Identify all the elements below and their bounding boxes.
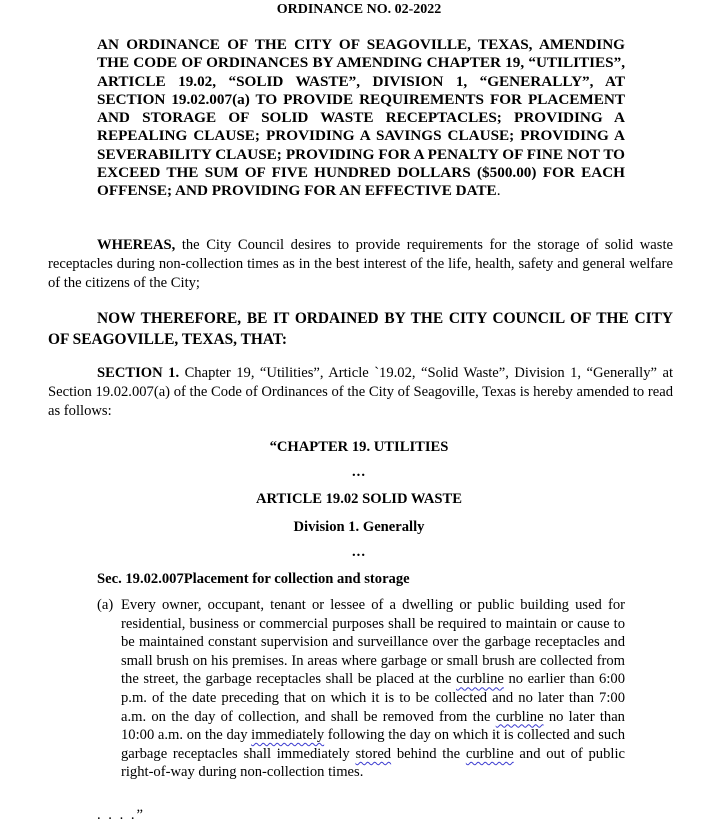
ordinance-caption xyxy=(97,36,625,201)
subsection-a-text-3: no later than 10:00 a.m. on the day xyxy=(121,708,625,744)
subsection-a-text-1: Every owner, occupant, tenant or lessee of a dwelling or public building used for residential, business or commercial purposes shall be required to maintain or cause to be maintained constant supervision and surveillance over the garbage receptacles and small brush on his premises. In areas where garbage or small brush are collected from the street, the garbage receptacles shall be placed at the xyxy=(121,597,625,688)
section-1-paragraph xyxy=(48,364,673,420)
section-heading: Sec. 19.02.007Placement for collection and storage xyxy=(97,571,410,587)
chapter-heading: “CHAPTER 19. UTILITIES xyxy=(269,439,449,455)
subsection-a-text-6: and out of public right-of-way during non-collection times. xyxy=(121,745,625,781)
ordinance-number-heading: ORDINANCE NO. 02-2022 xyxy=(276,2,442,17)
spellcheck-curbline-1: curbline xyxy=(456,671,504,688)
whereas-lead: WHEREAS, xyxy=(97,237,176,253)
subsection-a-text-2: no earlier than 6:00 p.m. of the date preceding that on which it is to be collected and no later than 7:00 a.m. on the day of collection, and shall be removed from the xyxy=(121,671,625,725)
whereas-text: the City Council desires to provide requirements for the storage of solid waste receptacles during non-collection times as in the best interest of the life, health, safety and general welfare of the citizens of the City; xyxy=(48,237,673,291)
subsection-a-text-4: following the day on which it is collected and such garbage receptacles shall immediately xyxy=(121,727,625,762)
ellipsis-separator-2: ... xyxy=(352,544,366,560)
subsection-a-body xyxy=(121,596,625,782)
whereas-paragraph xyxy=(48,236,673,292)
spellcheck-stored: stored xyxy=(355,745,392,762)
section-1-lead: SECTION 1. xyxy=(97,365,180,381)
closing-ellipsis: . . . .” xyxy=(97,807,146,823)
subsection-a xyxy=(97,596,625,782)
spellcheck-immediately: immediately xyxy=(251,727,325,744)
article-heading: ARTICLE 19.02 SOLID WASTE xyxy=(255,491,463,507)
subsection-a-marker: (a) xyxy=(97,597,114,613)
caption-text: AN ORDINANCE OF THE CITY OF SEAGOVILLE, TEXAS, AMENDING THE CODE OF ORDINANCES BY AMENDING CHAPTER 19, “UTILITIES”, ARTICLE 19.02, “SOLID WASTE”, DIVISION 1, “GENERALLY”, AT SECTION 19.02.007(a) TO PROVIDE REQUIREMENTS FOR PLACEMENT AND STORAGE OF SOLID WASTE RECEPTACLES; PROVIDING A REPEALING CLAUSE; PROVIDING A SAVINGS CLAUSE; PROVIDING A SEVERABILITY CLAUSE; PROVIDING FOR A PENALTY OF FINE NOT TO EXCEED THE SUM OF FIVE HUNDRED DOLLARS ($500.00) FOR EACH OFFENSE; AND PROVIDING FOR AN EFFECTIVE DATE xyxy=(97,36,625,200)
caption-end-period: . xyxy=(496,182,501,200)
spellcheck-curbline-2: curbline xyxy=(495,708,544,725)
subsection-a-text-5: behind the xyxy=(391,745,466,762)
now-therefore-paragraph xyxy=(48,308,673,350)
now-therefore-text: NOW THEREFORE, BE IT ORDAINED BY THE CITY COUNCIL OF THE CITY OF SEAGOVILLE, TEXAS, THAT: xyxy=(48,310,673,348)
section-1-text: Chapter 19, “Utilities”, Article `19.02, “Solid Waste”, Division 1, “Generally” at Section 19.02.007(a) of the Code of Ordinances of the City of Seagoville, Texas is hereby amended to read as follows: xyxy=(48,365,673,419)
spellcheck-curbline-3: curbline xyxy=(465,745,514,762)
division-heading: Division 1. Generally xyxy=(293,519,425,535)
ellipsis-separator-1: ... xyxy=(352,464,366,480)
